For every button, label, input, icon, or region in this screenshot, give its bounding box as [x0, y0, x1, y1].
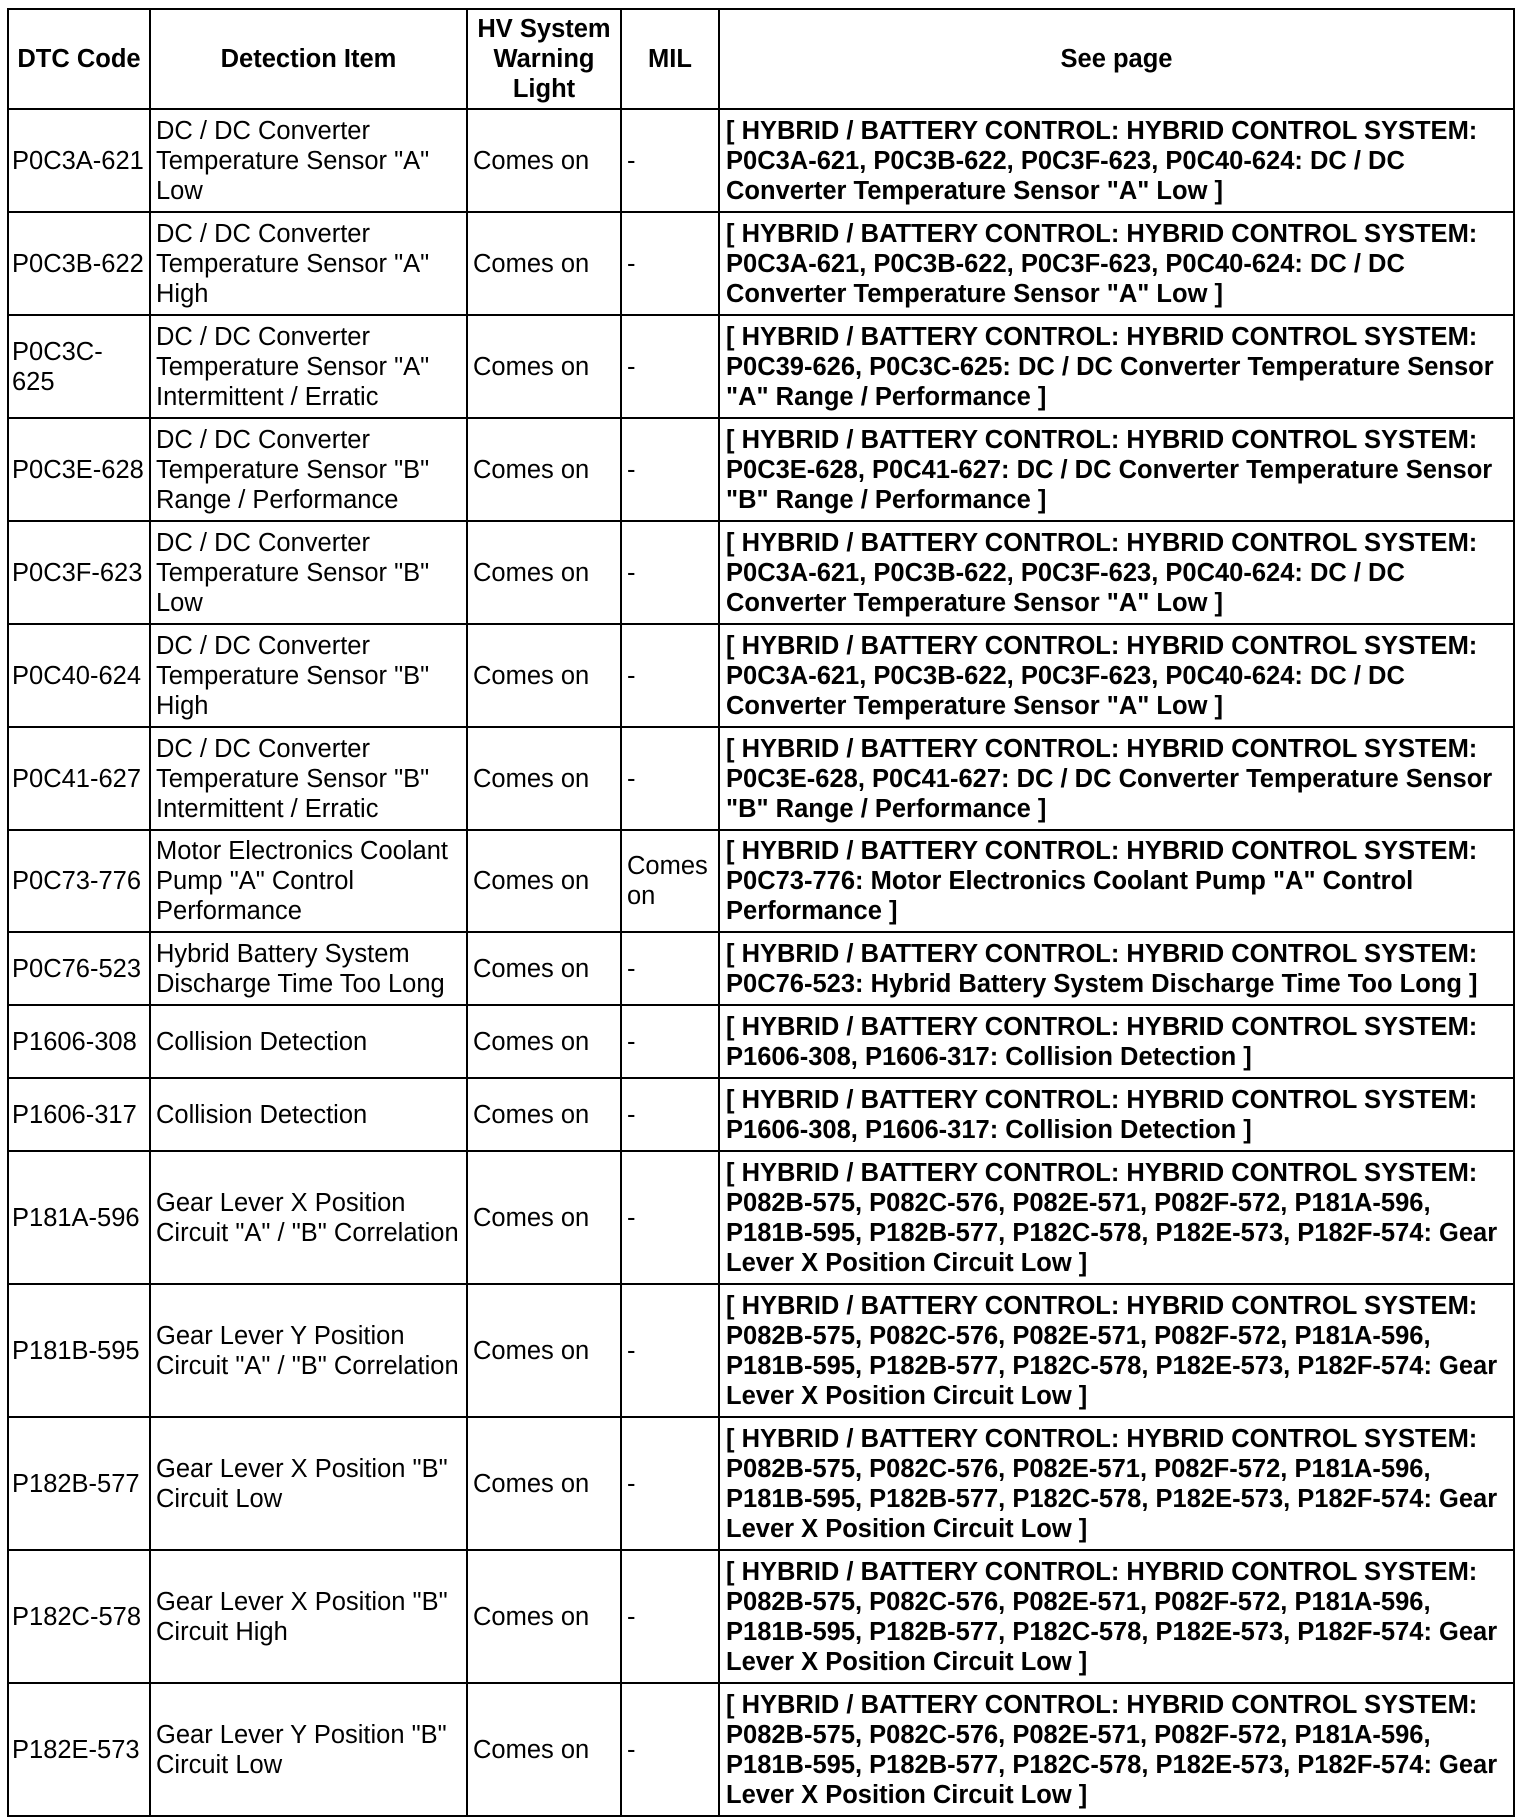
see-page-link[interactable]: [ HYBRID / BATTERY CONTROL: HYBRID CONTROL SYSTEM: P1606-308, P1606-317: Collision Detection ] [719, 1078, 1514, 1151]
hv-warning-light-cell: Comes on [467, 727, 621, 830]
table-row [8, 1005, 1514, 1078]
mil-cell: - [621, 1550, 719, 1683]
mil-cell: - [621, 418, 719, 521]
table-row [8, 1078, 1514, 1151]
see-page-link[interactable]: [ HYBRID / BATTERY CONTROL: HYBRID CONTROL SYSTEM: P0C76-523: Hybrid Battery System Discharge Time Too Long ] [719, 932, 1514, 1005]
table-row [8, 212, 1514, 315]
table-row [8, 315, 1514, 418]
hv-warning-light-cell: Comes on [467, 315, 621, 418]
mil-cell: - [621, 1683, 719, 1816]
detection-item-cell: Hybrid Battery System Discharge Time Too Long [150, 932, 467, 1005]
table-row [8, 830, 1514, 932]
detection-item-cell: Motor Electronics Coolant Pump "A" Control Performance [150, 830, 467, 932]
hv-warning-light-cell: Comes on [467, 1683, 621, 1816]
mil-cell: Comes on [621, 830, 719, 932]
dtc-code-cell: P0C3B-622 [8, 212, 150, 315]
table-row [8, 1683, 1514, 1816]
table-row [8, 727, 1514, 830]
see-page-link[interactable]: [ HYBRID / BATTERY CONTROL: HYBRID CONTROL SYSTEM: P0C73-776: Motor Electronics Coolant Pump "A" Control Performance ] [719, 830, 1514, 932]
hv-warning-light-cell: Comes on [467, 1417, 621, 1550]
detection-item-cell: DC / DC Converter Temperature Sensor "A" Intermittent / Erratic [150, 315, 467, 418]
see-page-link[interactable]: [ HYBRID / BATTERY CONTROL: HYBRID CONTROL SYSTEM: P0C3E-628, P0C41-627: DC / DC Converter Temperature Sensor "B" Range / Performance ] [719, 418, 1514, 521]
hv-warning-light-cell: Comes on [467, 521, 621, 624]
mil-cell: - [621, 212, 719, 315]
dtc-code-cell: P0C73-776 [8, 830, 150, 932]
hv-warning-light-cell: Comes on [467, 212, 621, 315]
table-row [8, 521, 1514, 624]
mil-cell: - [621, 1078, 719, 1151]
dtc-code-cell: P0C3A-621 [8, 109, 150, 212]
detection-item-cell: DC / DC Converter Temperature Sensor "A" Low [150, 109, 467, 212]
detection-item-cell: Gear Lever Y Position Circuit "A" / "B" Correlation [150, 1284, 467, 1417]
hv-warning-light-cell: Comes on [467, 418, 621, 521]
table-row [8, 1550, 1514, 1683]
dtc-code-cell: P0C3F-623 [8, 521, 150, 624]
see-page-link[interactable]: [ HYBRID / BATTERY CONTROL: HYBRID CONTROL SYSTEM: P082B-575, P082C-576, P082E-571, P082F-572, P181A-596, P181B-595, P182B-577, P182C-578, P182E-573, P182F-574: Gear Lever X Position Circuit Low ] [719, 1284, 1514, 1417]
table-row [8, 1417, 1514, 1550]
mil-cell: - [621, 727, 719, 830]
dtc-table [7, 8, 1515, 1817]
detection-item-cell: DC / DC Converter Temperature Sensor "B" High [150, 624, 467, 727]
see-page-link[interactable]: [ HYBRID / BATTERY CONTROL: HYBRID CONTROL SYSTEM: P082B-575, P082C-576, P082E-571, P082F-572, P181A-596, P181B-595, P182B-577, P182C-578, P182E-573, P182F-574: Gear Lever X Position Circuit Low ] [719, 1683, 1514, 1816]
table-row [8, 624, 1514, 727]
see-page-link[interactable]: [ HYBRID / BATTERY CONTROL: HYBRID CONTROL SYSTEM: P0C3A-621, P0C3B-622, P0C3F-623, P0C40-624: DC / DC Converter Temperature Sensor "A" Low ] [719, 109, 1514, 212]
hv-warning-light-cell: Comes on [467, 1550, 621, 1683]
dtc-code-cell: P182C-578 [8, 1550, 150, 1683]
dtc-code-cell: P0C3E-628 [8, 418, 150, 521]
hv-warning-light-cell: Comes on [467, 624, 621, 727]
see-page-link[interactable]: [ HYBRID / BATTERY CONTROL: HYBRID CONTROL SYSTEM: P082B-575, P082C-576, P082E-571, P082F-572, P181A-596, P181B-595, P182B-577, P182C-578, P182E-573, P182F-574: Gear Lever X Position Circuit Low ] [719, 1417, 1514, 1550]
hv-warning-light-cell: Comes on [467, 830, 621, 932]
header-see-page: See page [719, 9, 1514, 109]
mil-cell: - [621, 1005, 719, 1078]
detection-item-cell: Gear Lever Y Position "B" Circuit Low [150, 1683, 467, 1816]
table-row [8, 932, 1514, 1005]
header-detection-item: Detection Item [150, 9, 467, 109]
detection-item-cell: Collision Detection [150, 1078, 467, 1151]
detection-item-cell: Gear Lever X Position "B" Circuit Low [150, 1417, 467, 1550]
mil-cell: - [621, 521, 719, 624]
mil-cell: - [621, 1284, 719, 1417]
see-page-link[interactable]: [ HYBRID / BATTERY CONTROL: HYBRID CONTROL SYSTEM: P082B-575, P082C-576, P082E-571, P082F-572, P181A-596, P181B-595, P182B-577, P182C-578, P182E-573, P182F-574: Gear Lever X Position Circuit Low ] [719, 1151, 1514, 1284]
see-page-link[interactable]: [ HYBRID / BATTERY CONTROL: HYBRID CONTROL SYSTEM: P0C3E-628, P0C41-627: DC / DC Converter Temperature Sensor "B" Range / Performance ] [719, 727, 1514, 830]
hv-warning-light-cell: Comes on [467, 1284, 621, 1417]
detection-item-cell: DC / DC Converter Temperature Sensor "B" Intermittent / Erratic [150, 727, 467, 830]
dtc-code-cell: P182E-573 [8, 1683, 150, 1816]
dtc-code-cell: P1606-308 [8, 1005, 150, 1078]
mil-cell: - [621, 624, 719, 727]
dtc-code-cell: P1606-317 [8, 1078, 150, 1151]
hv-warning-light-cell: Comes on [467, 1005, 621, 1078]
mil-cell: - [621, 1151, 719, 1284]
table-row [8, 418, 1514, 521]
dtc-code-cell: P182B-577 [8, 1417, 150, 1550]
mil-cell: - [621, 1417, 719, 1550]
dtc-code-cell: P181B-595 [8, 1284, 150, 1417]
see-page-link[interactable]: [ HYBRID / BATTERY CONTROL: HYBRID CONTROL SYSTEM: P1606-308, P1606-317: Collision Detection ] [719, 1005, 1514, 1078]
dtc-code-cell: P0C41-627 [8, 727, 150, 830]
detection-item-cell: DC / DC Converter Temperature Sensor "B" Range / Performance [150, 418, 467, 521]
see-page-link[interactable]: [ HYBRID / BATTERY CONTROL: HYBRID CONTROL SYSTEM: P082B-575, P082C-576, P082E-571, P082F-572, P181A-596, P181B-595, P182B-577, P182C-578, P182E-573, P182F-574: Gear Lever X Position Circuit Low ] [719, 1550, 1514, 1683]
hv-warning-light-cell: Comes on [467, 1078, 621, 1151]
table-row [8, 1151, 1514, 1284]
mil-cell: - [621, 932, 719, 1005]
table-header-row [8, 9, 1514, 109]
detection-item-cell: Gear Lever X Position Circuit "A" / "B" Correlation [150, 1151, 467, 1284]
table-row [8, 1284, 1514, 1417]
see-page-link[interactable]: [ HYBRID / BATTERY CONTROL: HYBRID CONTROL SYSTEM: P0C3A-621, P0C3B-622, P0C3F-623, P0C40-624: DC / DC Converter Temperature Sensor "A" Low ] [719, 521, 1514, 624]
hv-warning-light-cell: Comes on [467, 1151, 621, 1284]
see-page-link[interactable]: [ HYBRID / BATTERY CONTROL: HYBRID CONTROL SYSTEM: P0C3A-621, P0C3B-622, P0C3F-623, P0C40-624: DC / DC Converter Temperature Sensor "A" Low ] [719, 624, 1514, 727]
dtc-code-cell: P0C76-523 [8, 932, 150, 1005]
header-dtc-code: DTC Code [8, 9, 150, 109]
table-row [8, 109, 1514, 212]
header-mil: MIL [621, 9, 719, 109]
detection-item-cell: Collision Detection [150, 1005, 467, 1078]
dtc-code-cell: P0C40-624 [8, 624, 150, 727]
detection-item-cell: DC / DC Converter Temperature Sensor "B" Low [150, 521, 467, 624]
detection-item-cell: DC / DC Converter Temperature Sensor "A" High [150, 212, 467, 315]
hv-warning-light-cell: Comes on [467, 109, 621, 212]
see-page-link[interactable]: [ HYBRID / BATTERY CONTROL: HYBRID CONTROL SYSTEM: P0C39-626, P0C3C-625: DC / DC Converter Temperature Sensor "A" Range / Performance ] [719, 315, 1514, 418]
hv-warning-light-cell: Comes on [467, 932, 621, 1005]
see-page-link[interactable]: [ HYBRID / BATTERY CONTROL: HYBRID CONTROL SYSTEM: P0C3A-621, P0C3B-622, P0C3F-623, P0C40-624: DC / DC Converter Temperature Sensor "A" Low ] [719, 212, 1514, 315]
mil-cell: - [621, 109, 719, 212]
header-hv-system-warning-light: HV System Warning Light [467, 9, 621, 109]
detection-item-cell: Gear Lever X Position "B" Circuit High [150, 1550, 467, 1683]
table-body [8, 109, 1514, 1816]
dtc-code-cell: P181A-596 [8, 1151, 150, 1284]
dtc-code-cell: P0C3C-625 [8, 315, 150, 418]
mil-cell: - [621, 315, 719, 418]
